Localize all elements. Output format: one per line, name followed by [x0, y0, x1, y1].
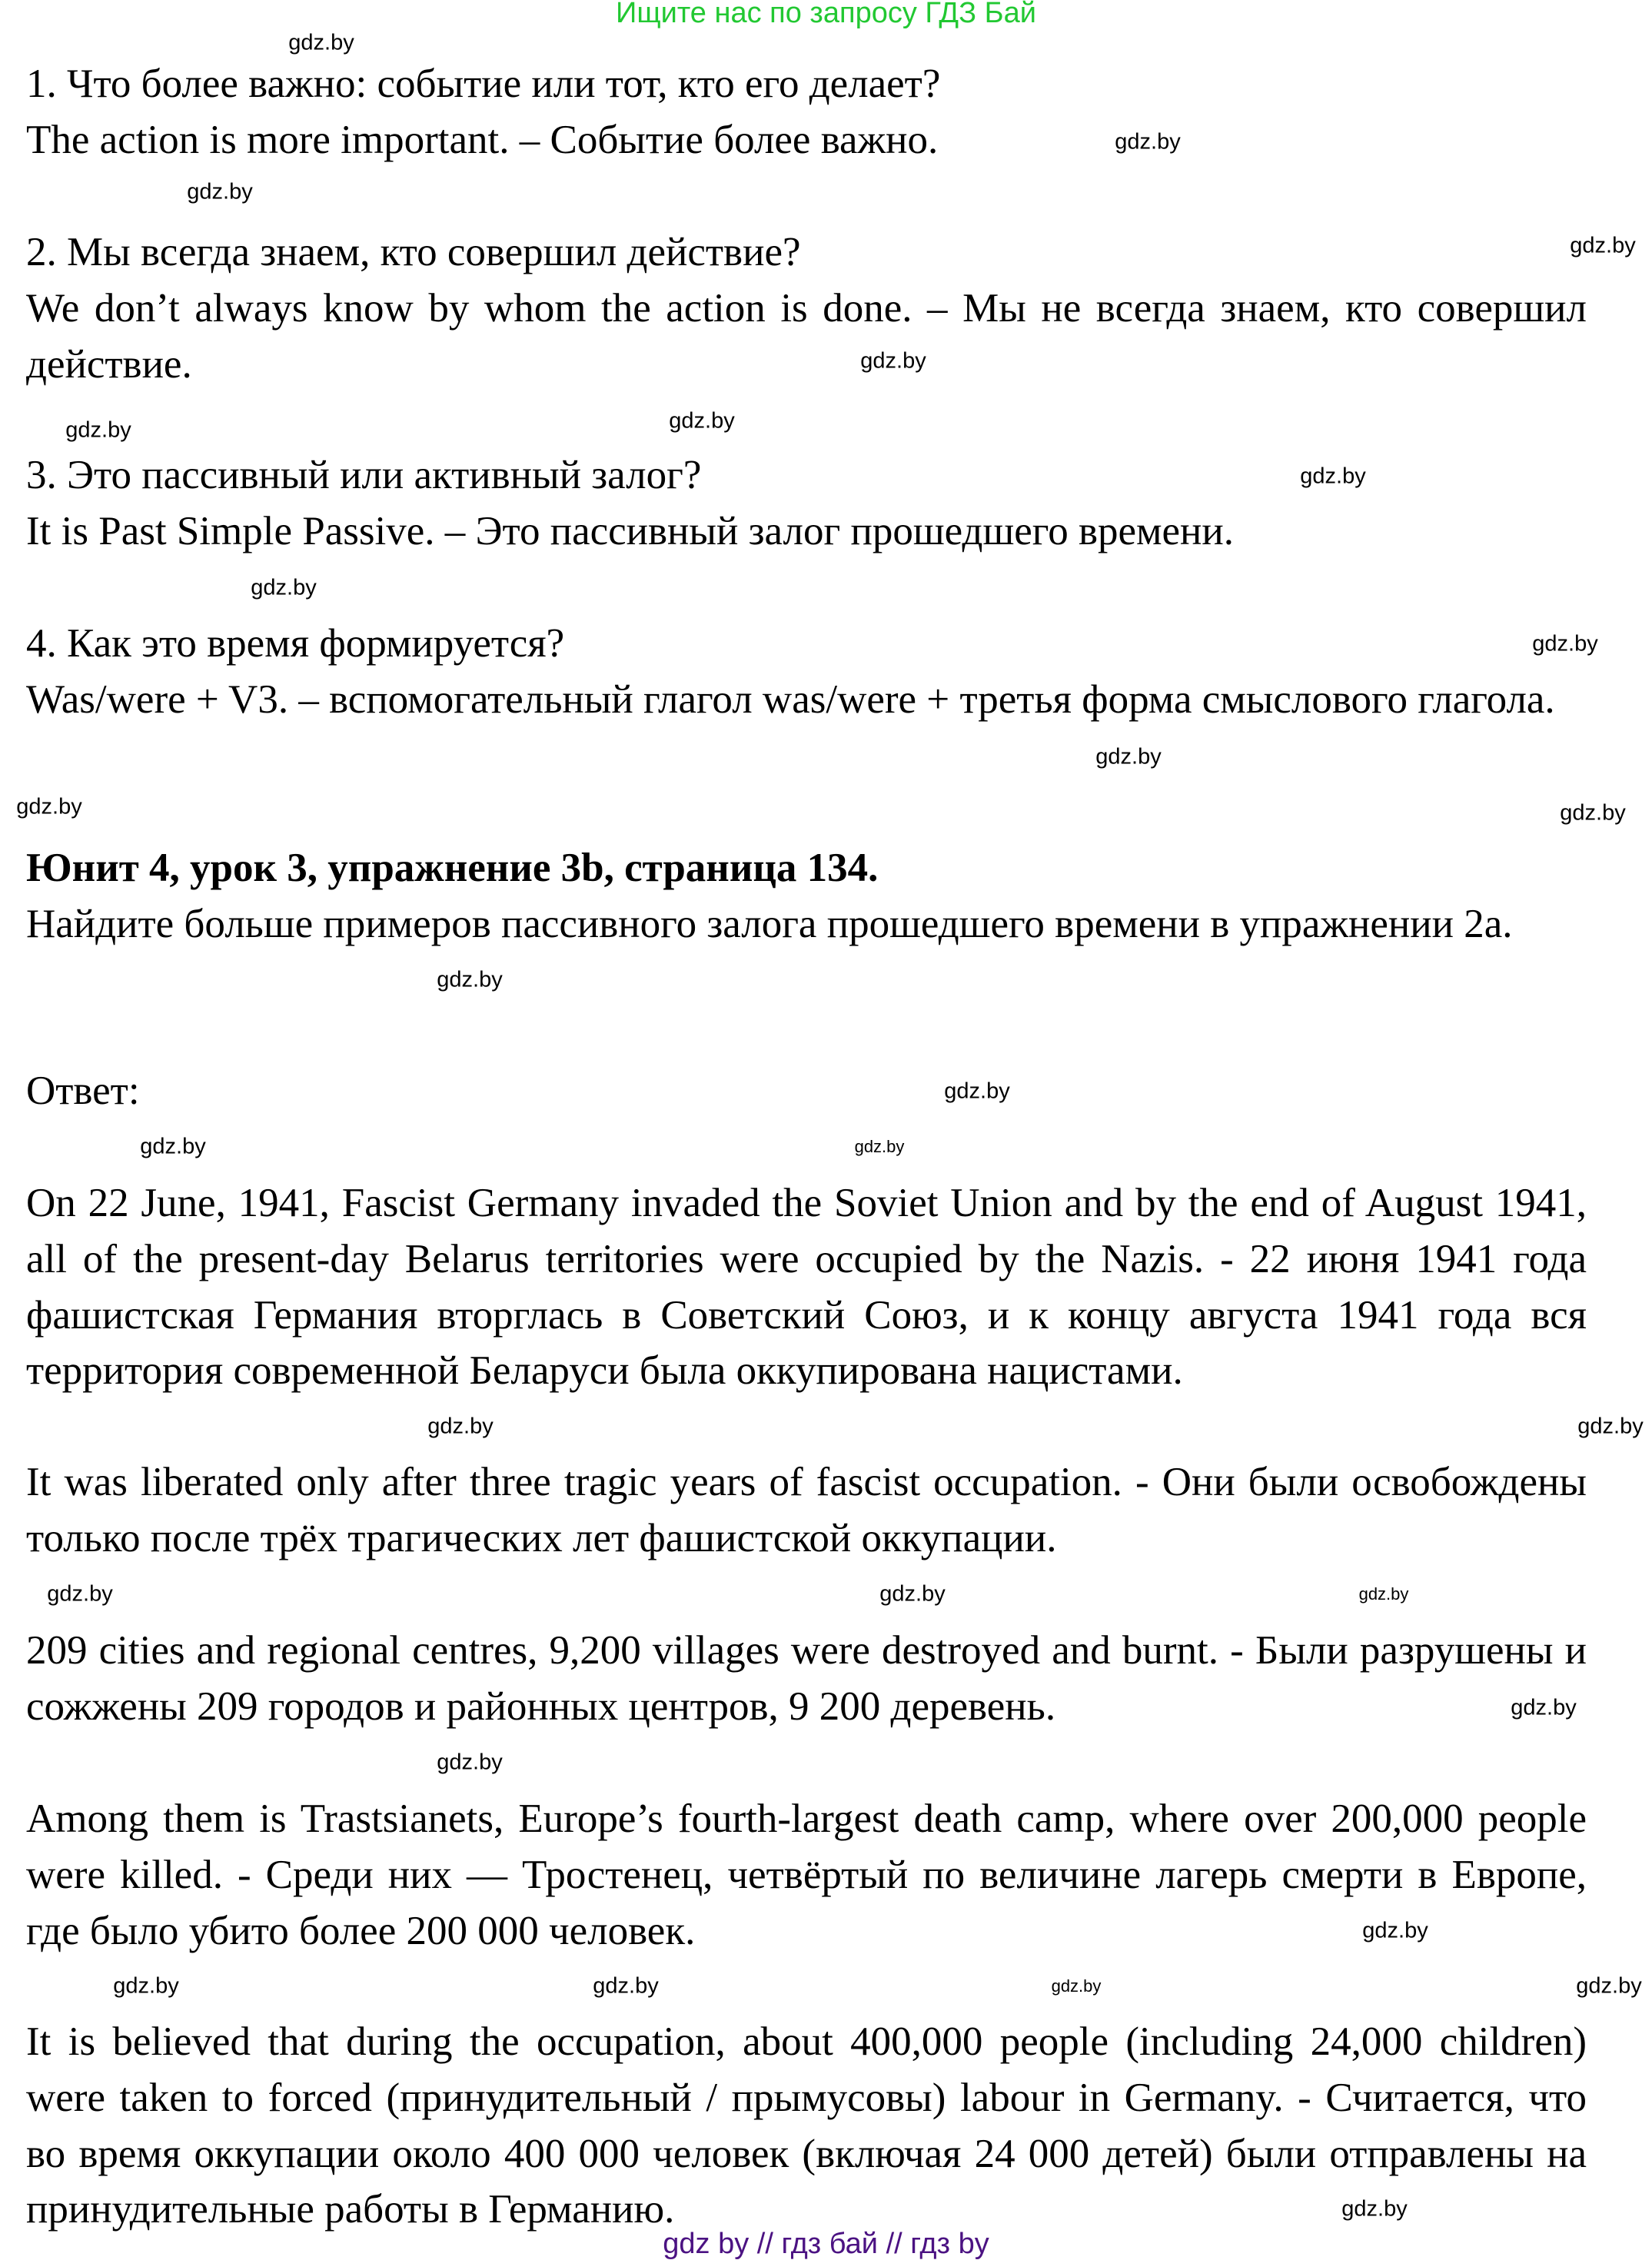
watermark: gdz.by — [437, 1750, 503, 1775]
watermark: gdz.by — [1115, 129, 1181, 155]
watermark: gdz.by — [427, 1414, 494, 1439]
paragraph-text: Among them is Trastsianets, Europe’s fourth-largest death camp, where over 200,000 people were killed. - Среди них — Тростенец, четвёртый по величине лагерь смерти в Европе, где было убито более 200 000 человек. — [26, 1796, 1587, 1953]
question: 4. Как это время формируется? — [26, 621, 565, 666]
exercise-title: Юнит 4, урок 3, упражнение 3b, страница 134. — [26, 846, 879, 890]
watermark: gdz.by — [140, 1134, 206, 1159]
watermark: gdz.by — [1051, 1976, 1102, 1996]
watermark: gdz.by — [16, 794, 82, 819]
watermark: gdz.by — [437, 967, 503, 992]
watermark: gdz.by — [187, 179, 253, 204]
watermark: gdz.by — [944, 1078, 1010, 1104]
watermark: gdz.by — [1560, 800, 1626, 826]
paragraph-text: 209 cities and regional centres, 9,200 villages were destroyed and burnt. - Были разрушены и сожжены 209 городов и районных центров, 9 200 деревень. — [26, 1628, 1587, 1729]
paragraph-4 — [26, 1791, 1587, 1959]
watermark: gdz.by — [1341, 2196, 1408, 2222]
paragraph-3 — [26, 1623, 1587, 1735]
question: 1. Что более важно: событие или тот, кто его делает? — [26, 61, 941, 106]
watermark: gdz.by — [1511, 1695, 1577, 1720]
question-4 — [26, 616, 1587, 728]
watermark: gdz.by — [1095, 744, 1162, 769]
watermark: gdz.by — [65, 417, 131, 443]
watermark: gdz.by — [854, 1137, 905, 1156]
watermark: gdz.by — [879, 1581, 946, 1607]
watermark: gdz.by — [1570, 233, 1636, 258]
question-1 — [26, 56, 1587, 168]
paragraph-text: On 22 June, 1941, Fascist Germany invaded the Soviet Union and by the end of August 1941, all of the present-day Belarus territories were occupied by the Nazis. - 22 июня 1941 года фашистская Германия вторглась в Советский Союз, и к концу августа 1941 года вся территория современной Беларуси была оккупирована нацистами. — [26, 1181, 1587, 1394]
watermark: gdz.by — [251, 575, 317, 600]
answer: We don’t always know by whom the action is done. – Мы не всегда знаем, кто совершил действие. — [26, 285, 1587, 387]
answer: The action is more important. – Событие более важно. — [26, 117, 939, 162]
watermark: gdz.by — [1358, 1584, 1409, 1604]
answer: Was/were + V3. – вспомогательный глагол was/were + третья форма смыслового глагола. — [26, 676, 1555, 722]
exercise-task: Найдите больше примеров пассивного залога прошедшего времени в упражнении 2a. — [26, 901, 1513, 946]
watermark: gdz.by — [288, 30, 354, 55]
question: 2. Мы всегда знаем, кто совершил действие? — [26, 230, 801, 274]
answer-label-text: Ответ: — [26, 1069, 140, 1113]
paragraph-text: It was liberated only after three tragic years of fascist occupation. - Они были освобождены только после трёх трагических лет фашистской оккупации. — [26, 1460, 1587, 1560]
watermark: gdz.by — [593, 1973, 659, 1999]
answer: It is Past Simple Passive. – Это пассивный залог прошедшего времени. — [26, 508, 1235, 553]
exercise-heading — [26, 840, 1587, 952]
watermark: gdz.by — [1576, 1973, 1642, 1999]
promo-header: Ищите нас по запросу ГДЗ Бай — [616, 0, 1036, 29]
watermark: gdz.by — [1532, 631, 1598, 656]
paragraph-text: It is believed that during the occupation, about 400,000 people (including 24,000 children) were taken to forced (принудительный / прымусовы) labour in Germany. - Считается, что во время оккупации около 400 000 человек (включая 24 000 детей) были отправлены на принудительные работы в Германию. — [26, 2019, 1587, 2232]
answer-label — [26, 1063, 1587, 1119]
question-2 — [26, 224, 1587, 392]
footer-links[interactable]: gdz by // гдз бай // гдз by — [663, 2228, 989, 2260]
watermark: gdz.by — [669, 408, 735, 434]
watermark: gdz.by — [860, 348, 926, 374]
watermark: gdz.by — [1362, 1918, 1428, 1943]
watermark: gdz.by — [1577, 1414, 1644, 1439]
watermark: gdz.by — [47, 1581, 113, 1607]
paragraph-2 — [26, 1454, 1587, 1567]
watermark: gdz.by — [1300, 464, 1366, 489]
watermark: gdz.by — [113, 1973, 179, 1999]
paragraph-1 — [26, 1175, 1587, 1399]
question: 3. Это пассивный или активный залог? — [26, 453, 702, 497]
